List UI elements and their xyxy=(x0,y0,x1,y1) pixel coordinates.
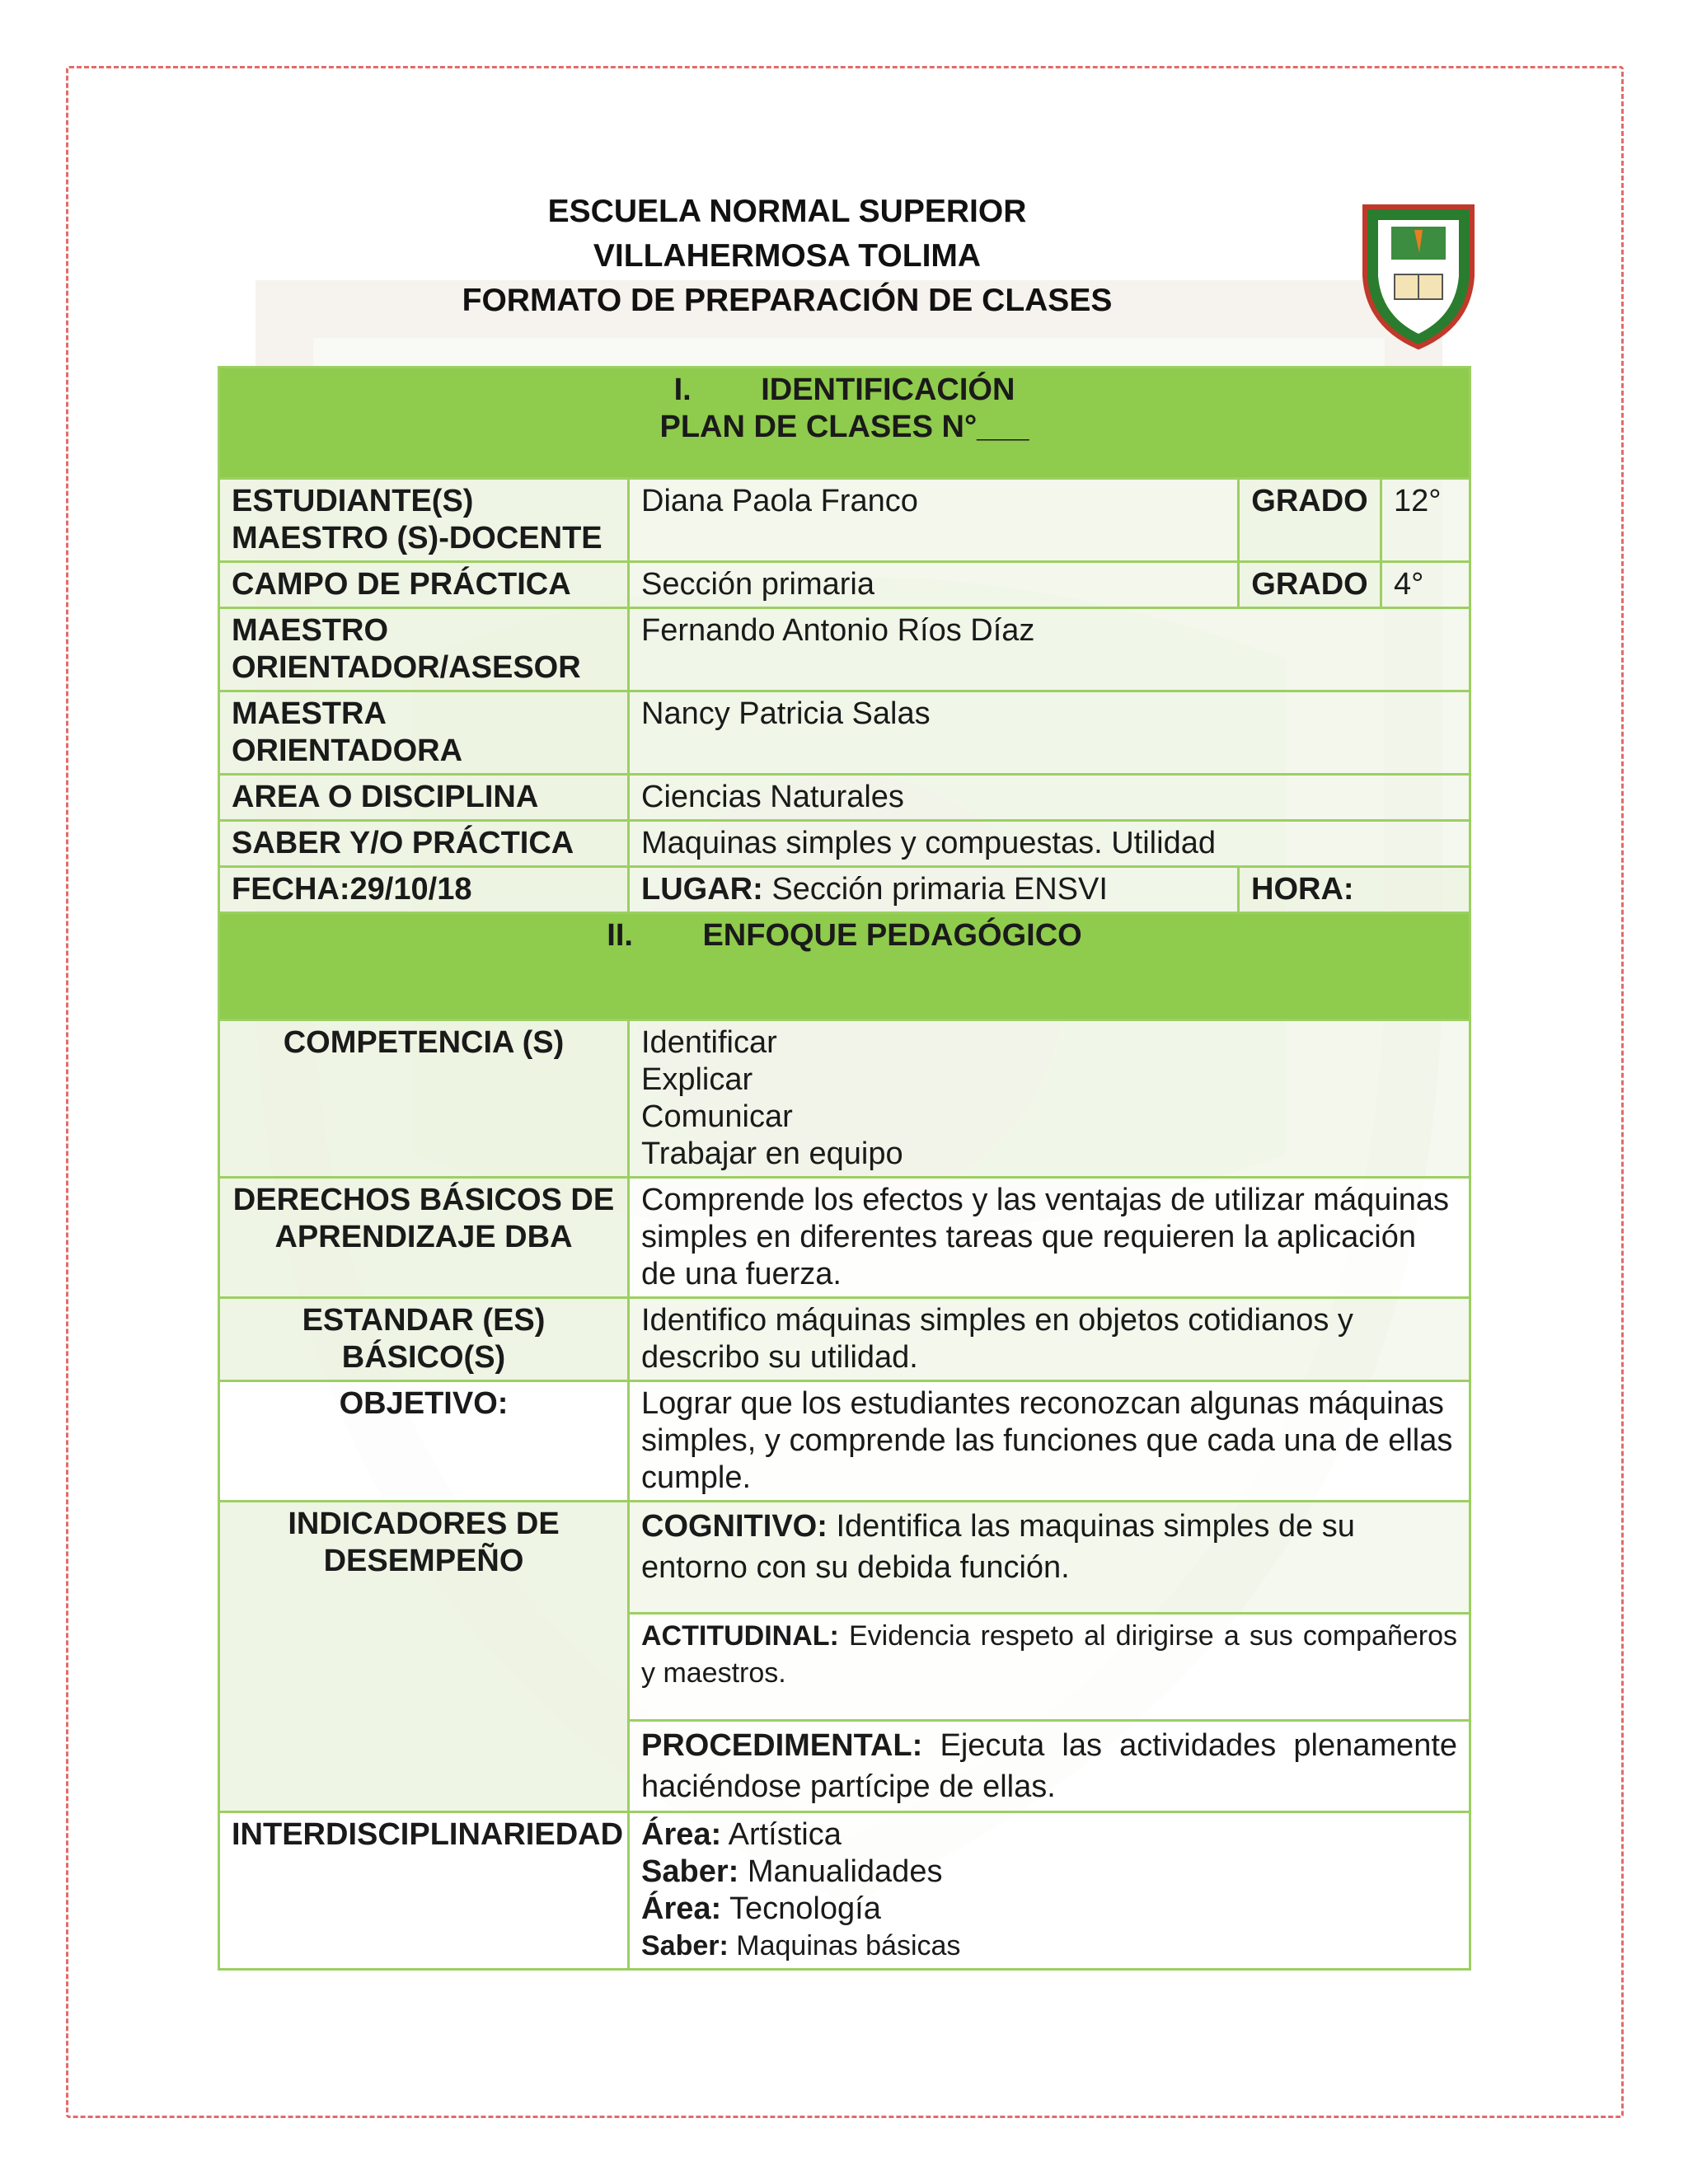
table-row xyxy=(219,1502,1470,1614)
section-number: II. xyxy=(607,918,633,953)
list-item xyxy=(641,1891,1457,1928)
objective-value: Lograr que los estudiantes reconozcan algunas máquinas simples, y comprende las funciones que cada una de ellas cumple. xyxy=(629,1381,1470,1502)
pedagogical-section-header xyxy=(219,913,1470,1020)
pedagogical-section-row xyxy=(219,913,1470,1020)
list-item: Explicar xyxy=(641,1062,753,1097)
identification-section-row xyxy=(219,368,1470,479)
table-row xyxy=(219,867,1470,913)
table-row xyxy=(219,1298,1470,1381)
plan-number: PLAN DE CLASES N°___ xyxy=(659,410,1029,444)
section-number: I. xyxy=(673,373,692,407)
area-1-value: Artística xyxy=(728,1817,842,1852)
list-item xyxy=(641,1928,1457,1965)
standard-label: ESTANDAR (ES) BÁSICO(S) xyxy=(219,1298,629,1381)
area-2-label: Área: xyxy=(641,1891,722,1926)
school-logo xyxy=(1360,202,1477,350)
area-value: Ciencias Naturales xyxy=(629,775,1470,821)
table-row xyxy=(219,775,1470,821)
place-cell xyxy=(629,867,1239,913)
interdisciplinary-label: INTERDISCIPLINARIEDAD xyxy=(219,1812,629,1970)
table-row xyxy=(219,1812,1470,1970)
competency-label: COMPETENCIA (S) xyxy=(219,1020,629,1178)
student-label: ESTUDIANTE(S) MAESTRO (S)-DOCENTE xyxy=(219,479,629,562)
attitudinal-label: ACTITUDINAL: xyxy=(641,1620,839,1652)
advisor-value: Fernando Antonio Ríos Díaz xyxy=(629,608,1470,691)
procedural-value: Ejecuta las actividades plenamente haciéndose partícipe de ellas. xyxy=(641,1728,1458,1804)
table-row xyxy=(219,608,1470,691)
knowledge-1-value: Manualidades xyxy=(747,1854,943,1889)
competency-list xyxy=(629,1020,1470,1178)
interdisciplinary-list xyxy=(629,1812,1470,1970)
place-label: LUGAR: xyxy=(641,872,763,907)
table-row xyxy=(219,1381,1470,1502)
list-item: Comunicar xyxy=(641,1099,793,1134)
table-row xyxy=(219,1020,1470,1178)
identification-section-header xyxy=(219,368,1470,479)
form-title: FORMATO DE PREPARACIÓN DE CLASES xyxy=(462,283,1113,318)
standard-value: Identifico máquinas simples en objetos cotidianos y describo su utilidad. xyxy=(629,1298,1470,1381)
dba-label: DERECHOS BÁSICOS DE APRENDIZAJE DBA xyxy=(219,1178,629,1298)
knowledge-1-label: Saber: xyxy=(641,1854,739,1889)
table-row xyxy=(219,562,1470,608)
knowledge-2-value: Maquinas básicas xyxy=(736,1930,961,1961)
cognitive-label: COGNITIVO: xyxy=(641,1509,828,1544)
list-item: Trabajar en equipo xyxy=(641,1137,903,1171)
list-item xyxy=(641,1854,1457,1891)
list-item xyxy=(641,1816,1457,1854)
school-location: VILLAHERMOSA TOLIMA xyxy=(593,238,982,274)
attitudinal-indicator xyxy=(629,1614,1470,1721)
grade-label: GRADO xyxy=(1239,479,1381,562)
school-name: ESCUELA NORMAL SUPERIOR xyxy=(547,194,1027,229)
dba-value: Comprende los efectos y las ventajas de utilizar máquinas simples en diferentes tareas que requieren la aplicación de una fuerza. xyxy=(629,1178,1470,1298)
area-label: AREA O DISCIPLINA xyxy=(219,775,629,821)
guide-teacher-value: Nancy Patricia Salas xyxy=(629,691,1470,775)
practice-field-value: Sección primaria xyxy=(629,562,1239,608)
knowledge-2-label: Saber: xyxy=(641,1930,729,1961)
guide-teacher-label: MAESTRA ORIENTADORA xyxy=(219,691,629,775)
grade-label: GRADO xyxy=(1239,562,1381,608)
procedural-indicator xyxy=(629,1721,1470,1812)
knowledge-label: SABER Y/O PRÁCTICA xyxy=(219,821,629,867)
student-grade-value: 12° xyxy=(1381,479,1470,562)
section-title: IDENTIFICACIÓN xyxy=(761,373,1015,407)
plan-table xyxy=(218,366,1471,1971)
objective-label: OBJETIVO: xyxy=(219,1381,629,1502)
indicators-label: INDICADORES DE DESEMPEÑO xyxy=(219,1502,629,1812)
table-row xyxy=(219,1178,1470,1298)
cognitive-value: Identifica las maquinas simples de su entorno con su debida función. xyxy=(641,1509,1355,1585)
area-2-value: Tecnología xyxy=(729,1891,881,1926)
student-value: Diana Paola Franco xyxy=(629,479,1239,562)
date-label: FECHA:29/10/18 xyxy=(219,867,629,913)
advisor-label: MAESTRO ORIENTADOR/ASESOR xyxy=(219,608,629,691)
time-label: HORA: xyxy=(1239,867,1470,913)
procedural-label: PROCEDIMENTAL: xyxy=(641,1728,923,1763)
place-value: Sección primaria ENSVI xyxy=(771,872,1108,907)
area-1-label: Área: xyxy=(641,1817,722,1852)
knowledge-value: Maquinas simples y compuestas. Utilidad xyxy=(629,821,1470,867)
section-title: ENFOQUE PEDAGÓGICO xyxy=(702,918,1082,953)
table-row xyxy=(219,479,1470,562)
cognitive-indicator xyxy=(629,1502,1470,1614)
practice-field-label: CAMPO DE PRÁCTICA xyxy=(219,562,629,608)
list-item: Identificar xyxy=(641,1025,777,1060)
table-row xyxy=(219,691,1470,775)
table-row xyxy=(219,821,1470,867)
document-header xyxy=(330,190,1245,323)
practice-grade-value: 4° xyxy=(1381,562,1470,608)
attitudinal-value: Evidencia respeto al dirigirse a sus compañeros y maestros. xyxy=(641,1620,1458,1689)
